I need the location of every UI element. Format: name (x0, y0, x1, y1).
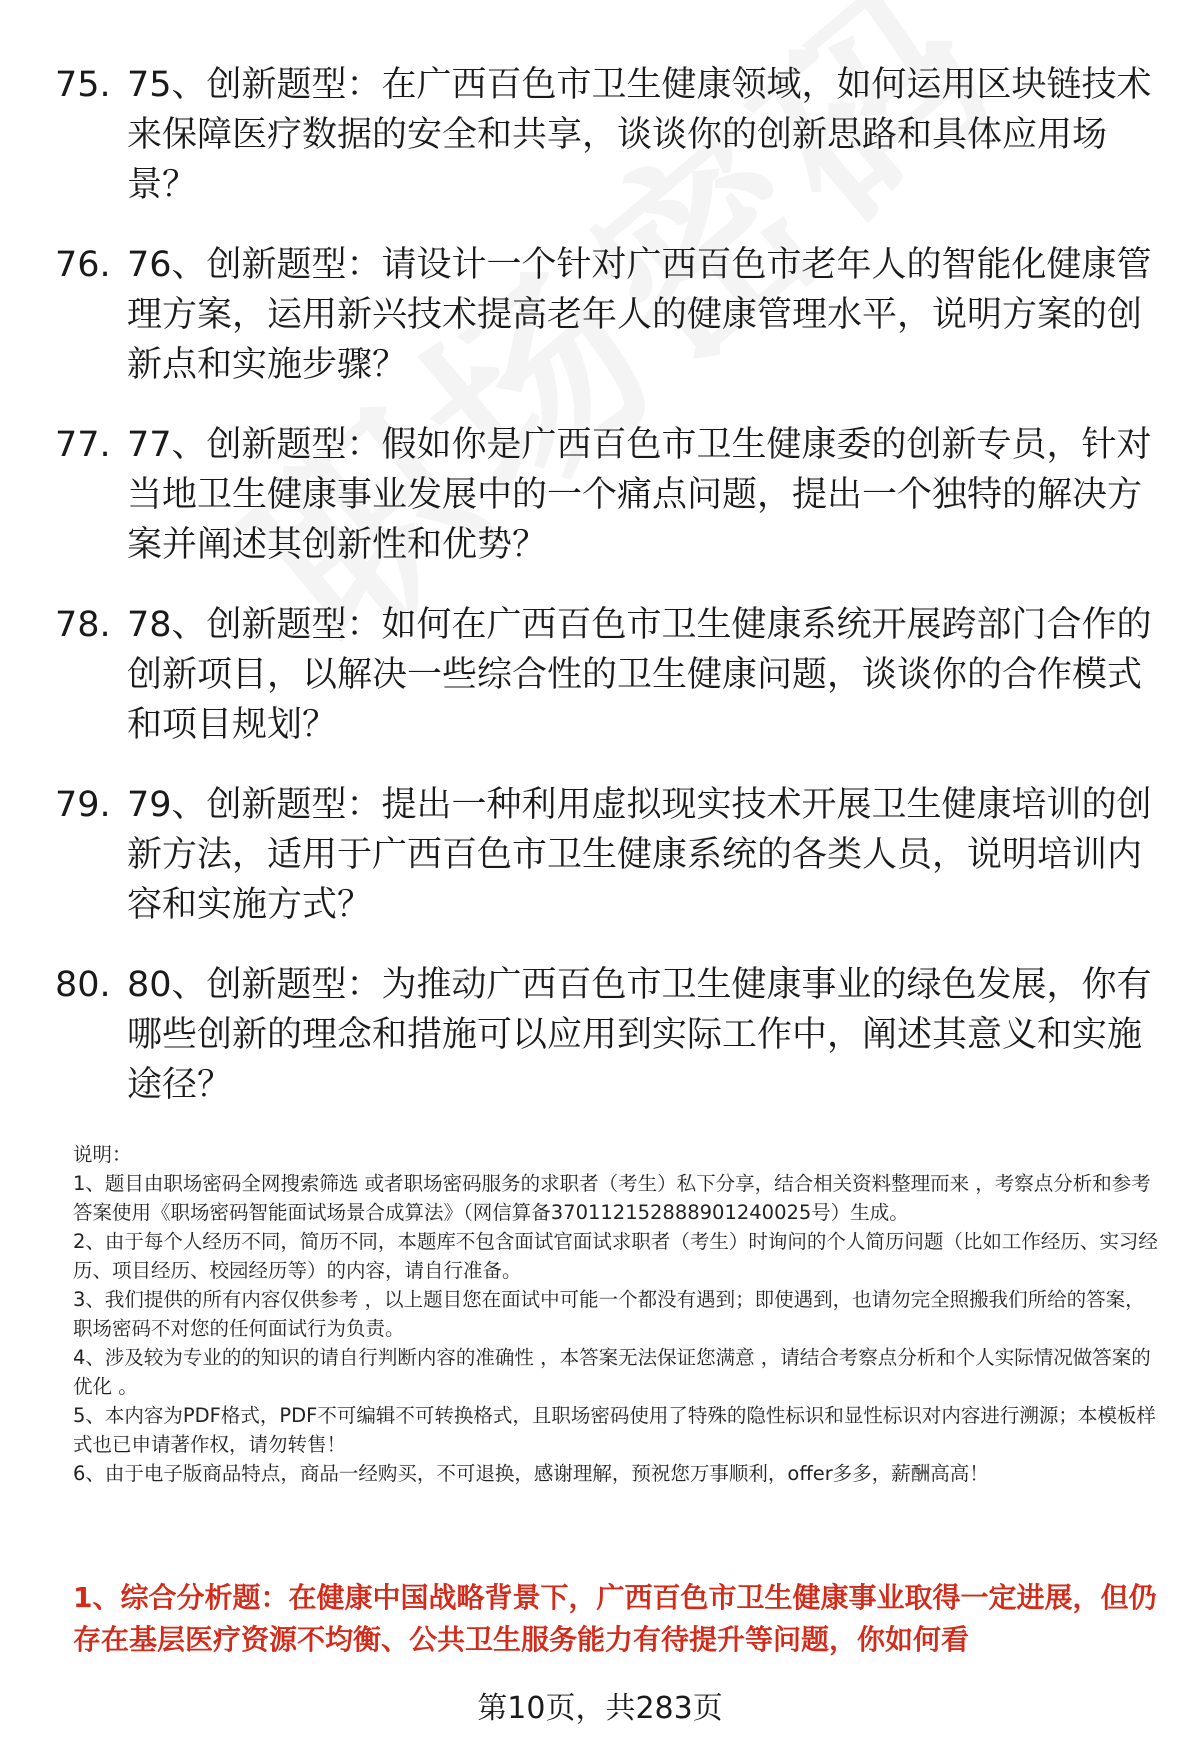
notes-heading: 说明： (73, 1143, 132, 1166)
note-item: 4、涉及较为专业的的知识的请自行判断内容的准确性 ，本答案无法保证您满意 ，请结合考察点分析和个人实际情况做答案的优化 。 (73, 1346, 1151, 1398)
question-number: 77. (55, 425, 111, 465)
question-item (55, 60, 1155, 210)
note-item: 1、题目由职场密码全网搜索筛选 或者职场密码服务的求职者（考生）私下分享，结合相关资料整理而来 ，考察点分析和参考答案使用《职场密码智能面试场景合成算法》（网信算备370112152888901240025号）生成。 (73, 1172, 1151, 1224)
note-item: 3、我们提供的所有内容仅供参考 ，以上题目您在面试中可能一个都没有遇到；即使遇到，也请勿完全照搬我们所给的答案，职场密码不对您的任何面试行为负责。 (73, 1288, 1145, 1340)
question-number: 79. (55, 785, 111, 825)
analysis-question: 1、综合分析题：在健康中国战略背景下，广西百色市卫生健康事业取得一定进展，但仍存在基层医疗资源不均衡、公共卫生服务能力有待提升等问题，你如何看 (73, 1581, 1157, 1656)
question-text: 77、创新题型：假如你是广西百色市卫生健康委的创新专员，针对当地卫生健康事业发展中的一个痛点问题，提出一个独特的解决方案并阐述其创新性和优势？ (127, 425, 1152, 565)
question-text: 75、创新题型：在广西百色市卫生健康领域，如何运用区块链技术来保障医疗数据的安全和共享，谈谈你的创新思路和具体应用场景？ (127, 65, 1152, 205)
question-number: 78. (55, 605, 111, 645)
question-text: 76、创新题型：请设计一个针对广西百色市老年人的智能化健康管理方案，运用新兴技术提高老年人的健康管理水平，说明方案的创新点和实施步骤？ (127, 245, 1152, 385)
page-footer: 第10页，共283页 (477, 1691, 723, 1726)
question-number: 76. (55, 245, 111, 285)
question-item (55, 420, 1155, 570)
note-item: 2、由于每个人经历不同，简历不同，本题库不包含面试官面试求职者（考生）时询问的个人简历问题（比如工作经历、实习经历、项目经历、校园经历等）的内容，请自行准备。 (73, 1230, 1158, 1282)
question-item (55, 960, 1155, 1110)
notes-section (73, 1140, 1163, 1488)
question-number: 80. (55, 965, 111, 1005)
note-item: 6、由于电子版商品特点，商品一经购买，不可退换，感谢理解，预祝您万事顺利，offer多多，薪酬高高！ (73, 1462, 989, 1485)
question-item (55, 780, 1155, 930)
question-text: 79、创新题型：提出一种利用虚拟现实技术开展卫生健康培训的创新方法，适用于广西百色市卫生健康系统的各类人员，说明培训内容和实施方式？ (127, 785, 1152, 925)
question-list (55, 60, 1155, 1140)
question-item (55, 600, 1155, 750)
question-text: 80、创新题型：为推动广西百色市卫生健康事业的绿色发展，你有哪些创新的理念和措施可以应用到实际工作中，阐述其意义和实施途径？ (127, 965, 1152, 1105)
note-item: 5、本内容为PDF格式，PDF不可编辑不可转换格式，且职场密码使用了特殊的隐性标识和显性标识对内容进行溯源；本模板样式也已申请著作权，请勿转售！ (73, 1404, 1156, 1456)
question-item (55, 240, 1155, 390)
question-number: 75. (55, 65, 111, 105)
question-text: 78、创新题型：如何在广西百色市卫生健康系统开展跨部门合作的创新项目，以解决一些综合性的卫生健康问题，谈谈你的合作模式和项目规划？ (127, 605, 1152, 745)
